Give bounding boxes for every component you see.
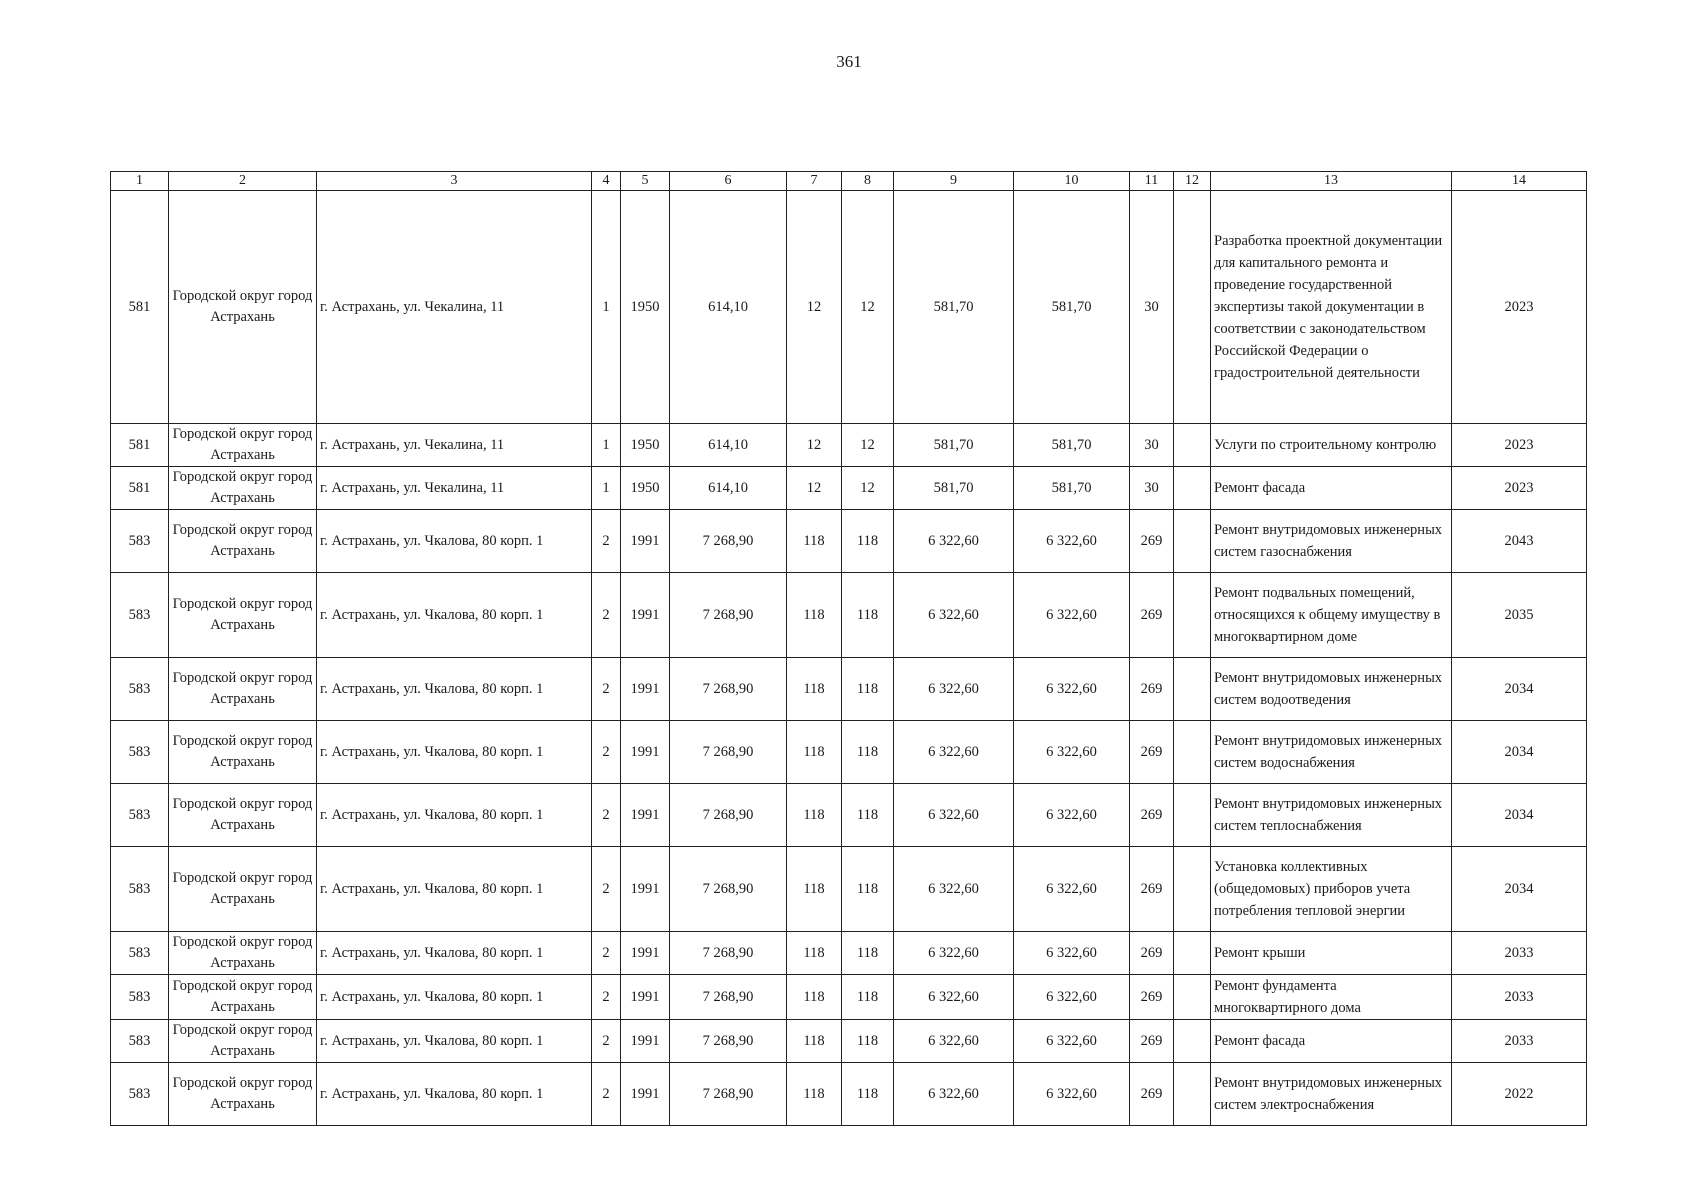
- year-built-cell: 1950: [621, 424, 670, 467]
- work-type-cell: Ремонт внутридомовых инженерных систем теплоснабжения: [1211, 784, 1452, 847]
- area-living-cell: 6 322,60: [1014, 784, 1130, 847]
- planned-year-cell: 2023: [1452, 424, 1587, 467]
- col-4-cell: 2: [592, 573, 621, 658]
- municipality-cell: Городской округ город Астрахань: [169, 721, 317, 784]
- municipality-cell: Городской округ город Астрахань: [169, 1020, 317, 1063]
- area-living-cell: 6 322,60: [1014, 975, 1130, 1020]
- col-8-cell: 12: [842, 467, 894, 510]
- col-8-cell: 118: [842, 1020, 894, 1063]
- work-type-cell: Ремонт внутридомовых инженерных систем водоснабжения: [1211, 721, 1452, 784]
- table-row: [111, 510, 1587, 573]
- planned-year-cell: 2043: [1452, 510, 1587, 573]
- area-living-cell: 6 322,60: [1014, 932, 1130, 975]
- col-8-cell: 12: [842, 424, 894, 467]
- col-7-cell: 12: [787, 467, 842, 510]
- work-type-cell: Разработка проектной документации для капитального ремонта и проведение государственной экспертизы такой документации в соответствии с законодательством Российской Федерации о градостроительной деятельности: [1211, 191, 1452, 424]
- column-header: 10: [1014, 172, 1130, 191]
- work-type-cell: Услуги по строительному контролю: [1211, 424, 1452, 467]
- total-area-cell: 7 268,90: [670, 975, 787, 1020]
- planned-year-cell: 2033: [1452, 932, 1587, 975]
- table-row: [111, 424, 1587, 467]
- col-4-cell: 2: [592, 932, 621, 975]
- column-header: 13: [1211, 172, 1452, 191]
- house-number-cell: 581: [111, 424, 169, 467]
- municipality-cell: Городской округ город Астрахань: [169, 784, 317, 847]
- area-living-cell: 6 322,60: [1014, 721, 1130, 784]
- work-type-cell: Ремонт фасада: [1211, 467, 1452, 510]
- total-area-cell: 7 268,90: [670, 658, 787, 721]
- year-built-cell: 1950: [621, 191, 670, 424]
- col-8-cell: 118: [842, 1063, 894, 1126]
- col-7-cell: 118: [787, 975, 842, 1020]
- total-area-cell: 7 268,90: [670, 510, 787, 573]
- house-number-cell: 581: [111, 467, 169, 510]
- col-12-cell: [1174, 1063, 1211, 1126]
- municipality-cell: Городской округ город Астрахань: [169, 191, 317, 424]
- year-built-cell: 1991: [621, 847, 670, 932]
- area-living-cell: 6 322,60: [1014, 1063, 1130, 1126]
- col-8-cell: 118: [842, 932, 894, 975]
- col-4-cell: 2: [592, 1020, 621, 1063]
- capital-repair-table: [110, 171, 1587, 1126]
- address-cell: г. Астрахань, ул. Чекалина, 11: [317, 424, 592, 467]
- column-header: 5: [621, 172, 670, 191]
- table-row: [111, 721, 1587, 784]
- address-cell: г. Астрахань, ул. Чкалова, 80 корп. 1: [317, 1020, 592, 1063]
- col-11-cell: 269: [1130, 1020, 1174, 1063]
- col-8-cell: 12: [842, 191, 894, 424]
- col-4-cell: 1: [592, 424, 621, 467]
- house-number-cell: 581: [111, 191, 169, 424]
- work-type-cell: Ремонт фундамента многоквартирного дома: [1211, 975, 1452, 1020]
- house-number-cell: 583: [111, 658, 169, 721]
- table-row: [111, 1020, 1587, 1063]
- column-header: 6: [670, 172, 787, 191]
- address-cell: г. Астрахань, ул. Чкалова, 80 корп. 1: [317, 658, 592, 721]
- col-12-cell: [1174, 658, 1211, 721]
- municipality-cell: Городской округ город Астрахань: [169, 932, 317, 975]
- col-4-cell: 2: [592, 847, 621, 932]
- area-living-cell: 6 322,60: [1014, 847, 1130, 932]
- planned-year-cell: 2034: [1452, 847, 1587, 932]
- col-8-cell: 118: [842, 658, 894, 721]
- col-7-cell: 118: [787, 721, 842, 784]
- work-type-cell: Ремонт внутридомовых инженерных систем водоотведения: [1211, 658, 1452, 721]
- year-built-cell: 1991: [621, 975, 670, 1020]
- column-header: 2: [169, 172, 317, 191]
- work-type-cell: Ремонт внутридомовых инженерных систем газоснабжения: [1211, 510, 1452, 573]
- page-number: 361: [836, 52, 862, 71]
- area-cell: 6 322,60: [894, 658, 1014, 721]
- table-row: [111, 975, 1587, 1020]
- planned-year-cell: 2034: [1452, 784, 1587, 847]
- col-8-cell: 118: [842, 975, 894, 1020]
- planned-year-cell: 2022: [1452, 1063, 1587, 1126]
- total-area-cell: 7 268,90: [670, 573, 787, 658]
- table-row: [111, 573, 1587, 658]
- col-11-cell: 30: [1130, 467, 1174, 510]
- municipality-cell: Городской округ город Астрахань: [169, 510, 317, 573]
- col-12-cell: [1174, 721, 1211, 784]
- col-12-cell: [1174, 1020, 1211, 1063]
- area-cell: 6 322,60: [894, 573, 1014, 658]
- area-cell: 6 322,60: [894, 784, 1014, 847]
- municipality-cell: Городской округ город Астрахань: [169, 975, 317, 1020]
- house-number-cell: 583: [111, 847, 169, 932]
- area-living-cell: 6 322,60: [1014, 573, 1130, 658]
- table-row: [111, 658, 1587, 721]
- area-cell: 581,70: [894, 467, 1014, 510]
- col-8-cell: 118: [842, 721, 894, 784]
- col-11-cell: 269: [1130, 932, 1174, 975]
- col-4-cell: 2: [592, 510, 621, 573]
- table-row: [111, 191, 1587, 424]
- planned-year-cell: 2034: [1452, 658, 1587, 721]
- col-11-cell: 269: [1130, 721, 1174, 784]
- total-area-cell: 614,10: [670, 467, 787, 510]
- col-12-cell: [1174, 784, 1211, 847]
- col-12-cell: [1174, 975, 1211, 1020]
- col-11-cell: 269: [1130, 975, 1174, 1020]
- total-area-cell: 7 268,90: [670, 1020, 787, 1063]
- year-built-cell: 1991: [621, 1063, 670, 1126]
- col-4-cell: 2: [592, 1063, 621, 1126]
- address-cell: г. Астрахань, ул. Чкалова, 80 корп. 1: [317, 1063, 592, 1126]
- address-cell: г. Астрахань, ул. Чекалина, 11: [317, 191, 592, 424]
- address-cell: г. Астрахань, ул. Чкалова, 80 корп. 1: [317, 573, 592, 658]
- work-type-cell: Установка коллективных (общедомовых) приборов учета потребления тепловой энергии: [1211, 847, 1452, 932]
- house-number-cell: 583: [111, 1020, 169, 1063]
- year-built-cell: 1991: [621, 784, 670, 847]
- col-12-cell: [1174, 510, 1211, 573]
- planned-year-cell: 2023: [1452, 467, 1587, 510]
- table-row: [111, 932, 1587, 975]
- col-12-cell: [1174, 191, 1211, 424]
- address-cell: г. Астрахань, ул. Чкалова, 80 корп. 1: [317, 510, 592, 573]
- col-11-cell: 269: [1130, 784, 1174, 847]
- col-4-cell: 2: [592, 658, 621, 721]
- area-cell: 6 322,60: [894, 510, 1014, 573]
- work-type-cell: Ремонт подвальных помещений, относящихся к общему имуществу в многоквартирном доме: [1211, 573, 1452, 658]
- area-living-cell: 6 322,60: [1014, 510, 1130, 573]
- house-number-cell: 583: [111, 510, 169, 573]
- col-4-cell: 2: [592, 784, 621, 847]
- col-12-cell: [1174, 467, 1211, 510]
- address-cell: г. Астрахань, ул. Чкалова, 80 корп. 1: [317, 932, 592, 975]
- col-7-cell: 118: [787, 847, 842, 932]
- work-type-cell: Ремонт крыши: [1211, 932, 1452, 975]
- total-area-cell: 7 268,90: [670, 1063, 787, 1126]
- planned-year-cell: 2034: [1452, 721, 1587, 784]
- address-cell: г. Астрахань, ул. Чкалова, 80 корп. 1: [317, 721, 592, 784]
- col-11-cell: 269: [1130, 658, 1174, 721]
- column-header: 8: [842, 172, 894, 191]
- column-header: 14: [1452, 172, 1587, 191]
- house-number-cell: 583: [111, 932, 169, 975]
- col-11-cell: 30: [1130, 191, 1174, 424]
- planned-year-cell: 2023: [1452, 191, 1587, 424]
- year-built-cell: 1950: [621, 467, 670, 510]
- area-living-cell: 581,70: [1014, 467, 1130, 510]
- col-4-cell: 1: [592, 467, 621, 510]
- col-4-cell: 1: [592, 191, 621, 424]
- area-cell: 581,70: [894, 424, 1014, 467]
- column-header: 9: [894, 172, 1014, 191]
- house-number-cell: 583: [111, 1063, 169, 1126]
- col-7-cell: 12: [787, 424, 842, 467]
- col-8-cell: 118: [842, 510, 894, 573]
- column-header: 4: [592, 172, 621, 191]
- year-built-cell: 1991: [621, 932, 670, 975]
- municipality-cell: Городской округ город Астрахань: [169, 1063, 317, 1126]
- year-built-cell: 1991: [621, 510, 670, 573]
- total-area-cell: 7 268,90: [670, 847, 787, 932]
- area-cell: 6 322,60: [894, 1063, 1014, 1126]
- table-row: [111, 784, 1587, 847]
- area-cell: 6 322,60: [894, 847, 1014, 932]
- area-cell: 6 322,60: [894, 975, 1014, 1020]
- col-11-cell: 269: [1130, 1063, 1174, 1126]
- col-11-cell: 269: [1130, 573, 1174, 658]
- col-7-cell: 118: [787, 573, 842, 658]
- address-cell: г. Астрахань, ул. Чкалова, 80 корп. 1: [317, 975, 592, 1020]
- col-11-cell: 269: [1130, 510, 1174, 573]
- column-header: 1: [111, 172, 169, 191]
- area-cell: 581,70: [894, 191, 1014, 424]
- planned-year-cell: 2033: [1452, 975, 1587, 1020]
- municipality-cell: Городской округ город Астрахань: [169, 847, 317, 932]
- work-type-cell: Ремонт фасада: [1211, 1020, 1452, 1063]
- col-7-cell: 118: [787, 510, 842, 573]
- table-row: [111, 467, 1587, 510]
- col-11-cell: 269: [1130, 847, 1174, 932]
- total-area-cell: 7 268,90: [670, 784, 787, 847]
- year-built-cell: 1991: [621, 573, 670, 658]
- house-number-cell: 583: [111, 573, 169, 658]
- col-7-cell: 118: [787, 1020, 842, 1063]
- municipality-cell: Городской округ город Астрахань: [169, 573, 317, 658]
- total-area-cell: 614,10: [670, 424, 787, 467]
- planned-year-cell: 2035: [1452, 573, 1587, 658]
- column-header: 7: [787, 172, 842, 191]
- area-living-cell: 581,70: [1014, 424, 1130, 467]
- table-row: [111, 847, 1587, 932]
- col-7-cell: 118: [787, 1063, 842, 1126]
- house-number-cell: 583: [111, 975, 169, 1020]
- planned-year-cell: 2033: [1452, 1020, 1587, 1063]
- address-cell: г. Астрахань, ул. Чкалова, 80 корп. 1: [317, 847, 592, 932]
- column-header: 3: [317, 172, 592, 191]
- area-living-cell: 6 322,60: [1014, 1020, 1130, 1063]
- col-7-cell: 118: [787, 932, 842, 975]
- municipality-cell: Городской округ город Астрахань: [169, 467, 317, 510]
- total-area-cell: 7 268,90: [670, 721, 787, 784]
- work-type-cell: Ремонт внутридомовых инженерных систем электроснабжения: [1211, 1063, 1452, 1126]
- area-cell: 6 322,60: [894, 721, 1014, 784]
- area-cell: 6 322,60: [894, 932, 1014, 975]
- col-12-cell: [1174, 932, 1211, 975]
- col-7-cell: 118: [787, 658, 842, 721]
- house-number-cell: 583: [111, 721, 169, 784]
- year-built-cell: 1991: [621, 721, 670, 784]
- house-number-cell: 583: [111, 784, 169, 847]
- column-header: 12: [1174, 172, 1211, 191]
- address-cell: г. Астрахань, ул. Чекалина, 11: [317, 467, 592, 510]
- col-12-cell: [1174, 847, 1211, 932]
- total-area-cell: 614,10: [670, 191, 787, 424]
- col-4-cell: 2: [592, 975, 621, 1020]
- col-8-cell: 118: [842, 784, 894, 847]
- year-built-cell: 1991: [621, 658, 670, 721]
- column-number-row: [111, 172, 1587, 191]
- col-4-cell: 2: [592, 721, 621, 784]
- col-7-cell: 12: [787, 191, 842, 424]
- municipality-cell: Городской округ город Астрахань: [169, 424, 317, 467]
- municipality-cell: Городской округ город Астрахань: [169, 658, 317, 721]
- col-8-cell: 118: [842, 573, 894, 658]
- total-area-cell: 7 268,90: [670, 932, 787, 975]
- year-built-cell: 1991: [621, 1020, 670, 1063]
- column-header: 11: [1130, 172, 1174, 191]
- col-12-cell: [1174, 424, 1211, 467]
- col-12-cell: [1174, 573, 1211, 658]
- col-8-cell: 118: [842, 847, 894, 932]
- col-11-cell: 30: [1130, 424, 1174, 467]
- table-row: [111, 1063, 1587, 1126]
- address-cell: г. Астрахань, ул. Чкалова, 80 корп. 1: [317, 784, 592, 847]
- area-cell: 6 322,60: [894, 1020, 1014, 1063]
- col-7-cell: 118: [787, 784, 842, 847]
- area-living-cell: 6 322,60: [1014, 658, 1130, 721]
- area-living-cell: 581,70: [1014, 191, 1130, 424]
